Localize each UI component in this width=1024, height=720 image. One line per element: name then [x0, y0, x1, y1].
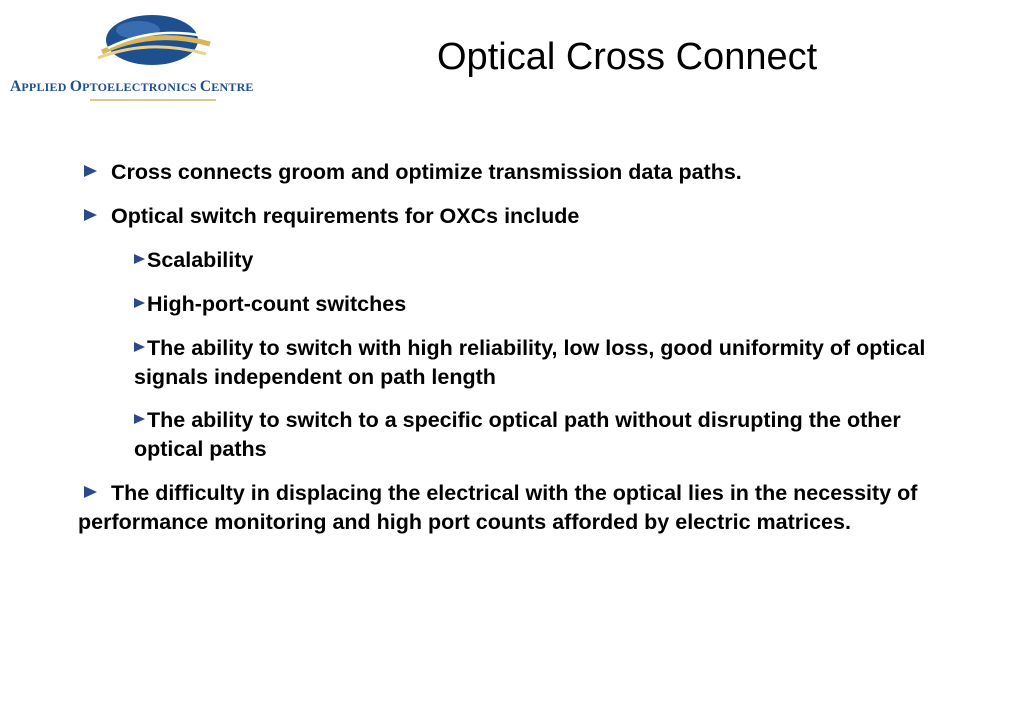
sub-bullet-3: The ability to switch with high reliability, low loss, good uniformity of optical signals independent on path length	[134, 336, 926, 389]
bullet-arrow-icon	[134, 254, 145, 264]
bullet-arrow-icon	[134, 414, 145, 424]
logo-underline	[90, 99, 216, 101]
bullet-arrow-icon	[134, 342, 145, 352]
logo-text: APPLIED OPTOELECTRONICS CENTRE	[10, 78, 254, 95]
logo	[8, 6, 288, 102]
bullet-arrow-icon	[84, 486, 97, 498]
bullet-arrow-icon	[84, 209, 97, 221]
bullet-1: Cross connects groom and optimize transmission data paths.	[84, 158, 742, 187]
bullet-2: Optical switch requirements for OXCs include	[84, 202, 579, 231]
slide-title: Optical Cross Connect	[437, 36, 818, 78]
bullet-3: The difficulty in displacing the electrical with the optical lies in the necessity of performance monitoring and high port counts afforded by electric matrices.	[78, 481, 918, 534]
sub-bullet-1: Scalability	[134, 246, 253, 275]
bullet-arrow-icon	[84, 165, 97, 177]
sub-bullet-4: The ability to switch to a specific optical path without disrupting the other optical paths	[134, 408, 901, 461]
sub-bullet-2: High-port-count switches	[134, 290, 406, 319]
bullet-arrow-icon	[134, 298, 145, 308]
globe-logo-icon	[94, 8, 214, 80]
